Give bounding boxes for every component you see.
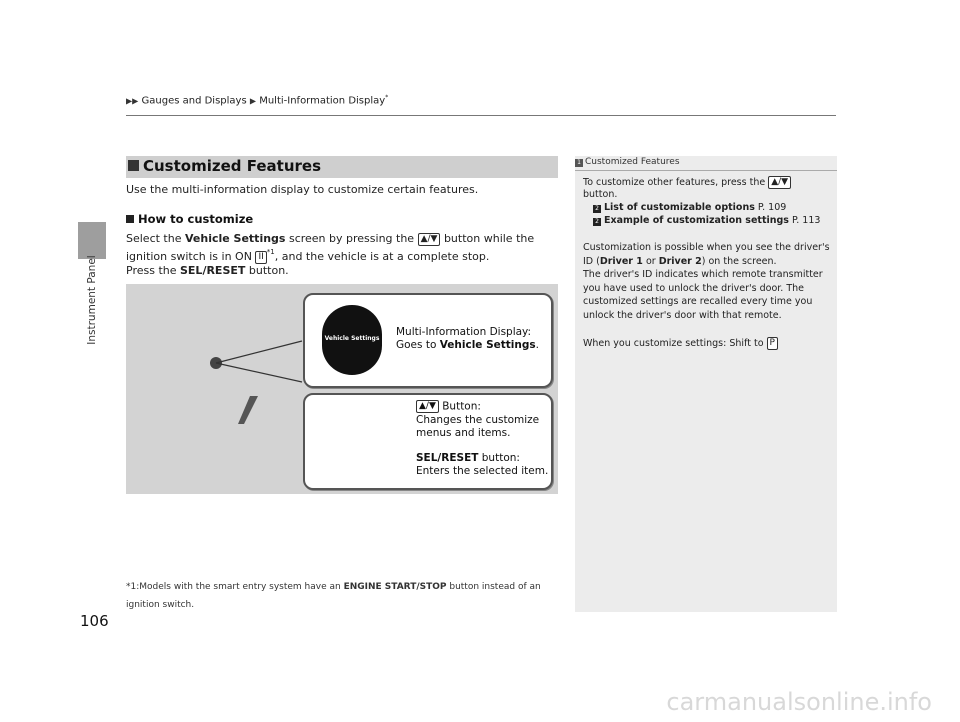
sidebar-text: When you customize settings: Shift to P <box>583 337 778 350</box>
instruction-line: Press the SEL/RESET button. <box>126 264 289 277</box>
square-bullet-icon <box>128 160 139 171</box>
display-callout-text: Multi-Information Display: Goes to Vehicle Settings. <box>396 326 539 351</box>
sidebar-text: Customization is possible when you see the driver's <box>583 242 830 253</box>
sidebar-link[interactable]: 2 Example of customization settings P. 113 <box>593 215 820 226</box>
up-down-button-icon: ▲/▼ <box>768 176 791 189</box>
square-bullet-icon <box>126 215 134 223</box>
side-label: Instrument Panel <box>86 255 98 345</box>
intro-text: Use the multi-information display to customize certain features. <box>126 183 479 196</box>
park-key-icon: P <box>767 337 778 350</box>
section-title: Customized Features <box>143 157 322 175</box>
sidebar-text: The driver's ID indicates which remote transmitter <box>583 269 823 280</box>
sidebar-link[interactable]: 2 List of customizable options P. 109 <box>593 202 786 213</box>
sidebar-text: customized settings are recalled every time you <box>583 296 813 307</box>
sidebar-text: unlock the driver's door with that remote. <box>583 310 782 321</box>
button-callout-text: ▲/▼ Button: Changes the customize menus and items. <box>416 400 540 439</box>
breadcrumb-item[interactable]: Gauges and Displays <box>141 95 247 107</box>
breadcrumb-arrow-icon: ▶ <box>249 96 257 106</box>
section-heading <box>126 156 558 178</box>
header-rule <box>126 115 836 116</box>
sidebar-text: To customize other features, press the ▲/▼ <box>583 176 791 189</box>
reference-arrow-icon: 2 <box>593 218 601 226</box>
breadcrumb: ▶▶ Gauges and Displays ▶ Multi-Information Display* <box>126 94 389 107</box>
watermark: carmanualsonline.info <box>666 688 932 716</box>
sidebar-text: button. <box>583 189 618 200</box>
sel-reset-callout-text: SEL/RESET button: Enters the selected item. <box>416 452 549 477</box>
page-number: 106 <box>80 612 109 630</box>
breadcrumb-item[interactable]: Multi-Information Display <box>259 95 386 107</box>
ignition-key-icon: II <box>255 251 266 264</box>
up-down-button-icon: ▲/▼ <box>418 233 441 246</box>
sidebar-title: 1 Customized Features <box>575 157 680 167</box>
reference-arrow-icon: 2 <box>593 205 601 213</box>
display-screen: Vehicle Settings <box>322 305 382 375</box>
section-tab <box>78 222 106 259</box>
up-down-button-icon: ▲/▼ <box>416 400 439 413</box>
sidebar-text: you have used to unlock the driver's door. The <box>583 283 805 294</box>
sidebar-text: ID (Driver 1 or Driver 2) on the screen. <box>583 256 777 267</box>
instruction-line: ignition switch is in ON II $^{*1}$, and the vehicle is at a complete stop. <box>126 248 490 263</box>
note-icon: 1 <box>575 159 583 167</box>
sidebar-rule <box>575 170 837 171</box>
subheading: How to customize <box>126 212 253 226</box>
footnote: *1:Models with the smart entry system have an ENGINE START/STOP button instead of an ignition switch. <box>126 582 541 610</box>
instruction-line: Select the Vehicle Settings screen by pressing the ▲/▼ button while the <box>126 232 535 245</box>
breadcrumb-arrow-icon: ▶▶ <box>126 96 139 106</box>
